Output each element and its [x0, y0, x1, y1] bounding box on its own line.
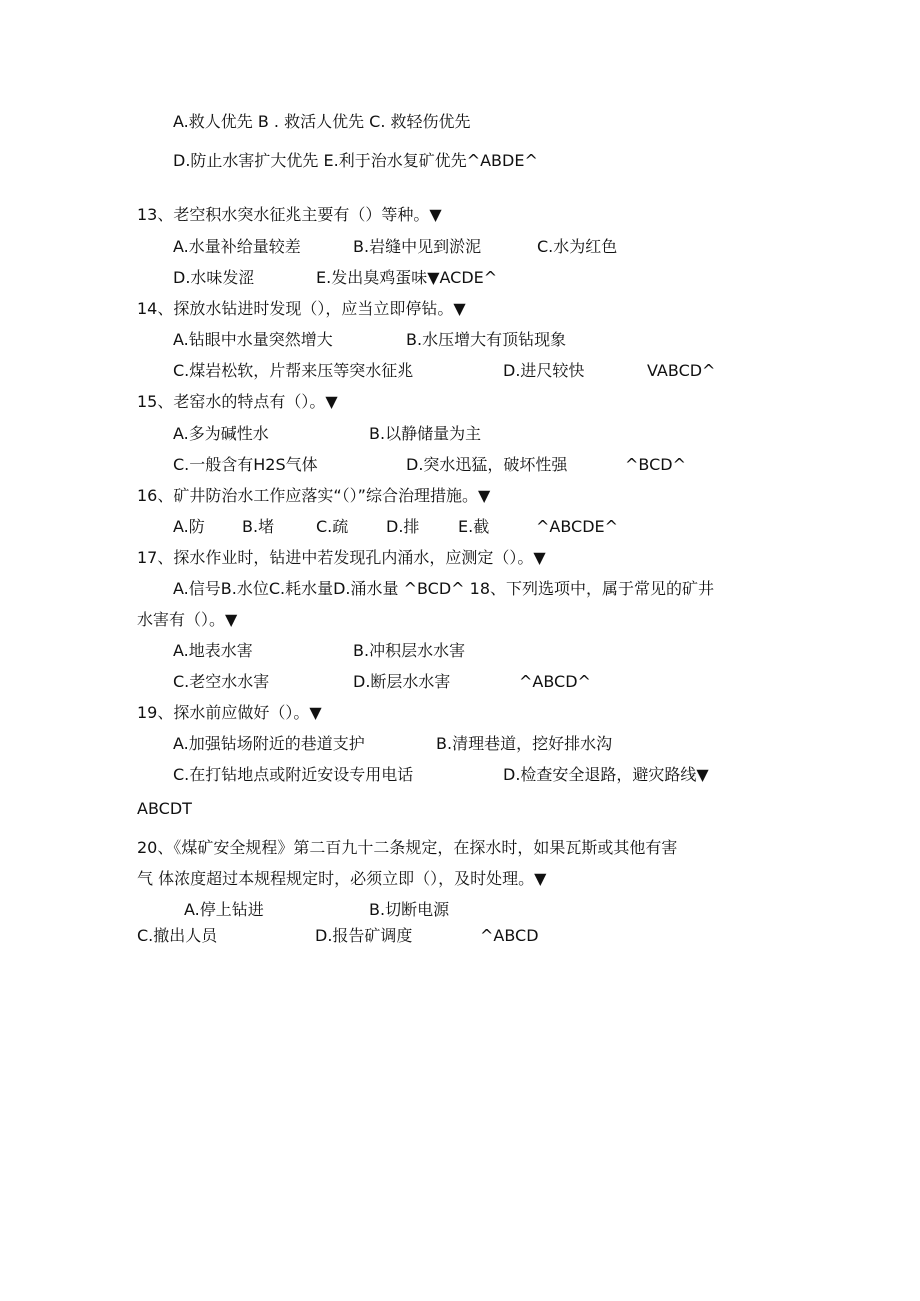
- option-text: C.在打钻地点或附近安设专用电话: [173, 765, 414, 784]
- question-text: 20、《煤矿安全规程》第二百九十二条规定，在探水时，如果瓦斯或其他有害: [137, 838, 678, 857]
- option-text: ^ABCD^: [519, 672, 591, 691]
- option-text: D.进尺较快: [503, 361, 585, 380]
- option-text: B.水压增大有顶钻现象: [406, 330, 567, 349]
- question-text: 13、老空积水突水征兆主要有（）等种。▼: [137, 205, 442, 224]
- option-text: B.岩缝中见到淤泥: [353, 237, 482, 256]
- option-text: ^ABCDE^: [536, 517, 619, 536]
- option-text: C.水为红色: [537, 237, 618, 256]
- option-text: D.断层水水害: [353, 672, 451, 691]
- question-text: 气 体浓度超过本规程规定时，必须立即（），及时处理。▼: [137, 869, 547, 888]
- question-text: 15、老窑水的特点有（）。▼: [137, 392, 338, 411]
- option-text: B.切断电源: [369, 900, 450, 919]
- option-text: D.报告矿调度: [315, 926, 413, 945]
- option-text: A.加强钻场附近的巷道支护: [173, 734, 365, 753]
- option-text: C.撤出人员: [137, 926, 218, 945]
- option-text: C.老空水水害: [173, 672, 270, 691]
- option-text: C.疏: [316, 517, 349, 536]
- option-text: ^BCD^: [625, 455, 686, 474]
- option-text: D.水味发涩: [173, 268, 255, 287]
- option-text: A.钻眼中水量突然增大: [173, 330, 333, 349]
- option-text: E.截: [458, 517, 490, 536]
- option-text: A.水量补给量较差: [173, 237, 301, 256]
- question-text: 水害有（）。▼: [137, 610, 238, 629]
- option-text: C.一般含有H2S气体: [173, 455, 318, 474]
- question-text: 16、矿井防治水工作应落实“（）”综合治理措施。▼: [137, 486, 491, 505]
- option-text: E.发出臭鸡蛋味▼ACDE^: [316, 268, 498, 287]
- option-text: A.多为碱性水: [173, 424, 269, 443]
- option-text: B.清理巷道，挖好排水沟: [436, 734, 613, 753]
- option-text: A.信号B.水位C.耗水量D.涌水量 ^BCD^ 18、下列选项中，属于常见的矿井: [173, 579, 715, 598]
- option-text: B.堵: [242, 517, 275, 536]
- option-text: A.地表水害: [173, 641, 253, 660]
- answer-text: ABCDT: [137, 799, 192, 818]
- question-text: 19、探水前应做好（）。▼: [137, 703, 322, 722]
- option-text: A.停上钻进: [184, 900, 264, 919]
- option-text: B.冲积层水水害: [353, 641, 466, 660]
- question-text: 17、探水作业时，钻进中若发现孔内涌水，应测定（）。▼: [137, 548, 546, 567]
- option-text: D.检查安全退路，避灾路线▼: [503, 765, 709, 784]
- option-text: D.防止水害扩大优先 E.利于治水复矿优先^ABDE^: [173, 151, 538, 170]
- option-text: B.以静储量为主: [369, 424, 482, 443]
- option-text: D.突水迅猛，破坏性强: [406, 455, 568, 474]
- option-text: A.救人优先 B . 救活人优先 C. 救轻伤优先: [173, 112, 471, 131]
- question-text: 14、探放水钻进时发现（），应当立即停钻。▼: [137, 299, 466, 318]
- option-text: ^ABCD: [480, 926, 539, 945]
- option-text: VABCD^: [647, 361, 716, 380]
- option-text: A.防: [173, 517, 205, 536]
- option-text: C.煤岩松软，片帮来压等突水征兆: [173, 361, 414, 380]
- option-text: D.排: [386, 517, 420, 536]
